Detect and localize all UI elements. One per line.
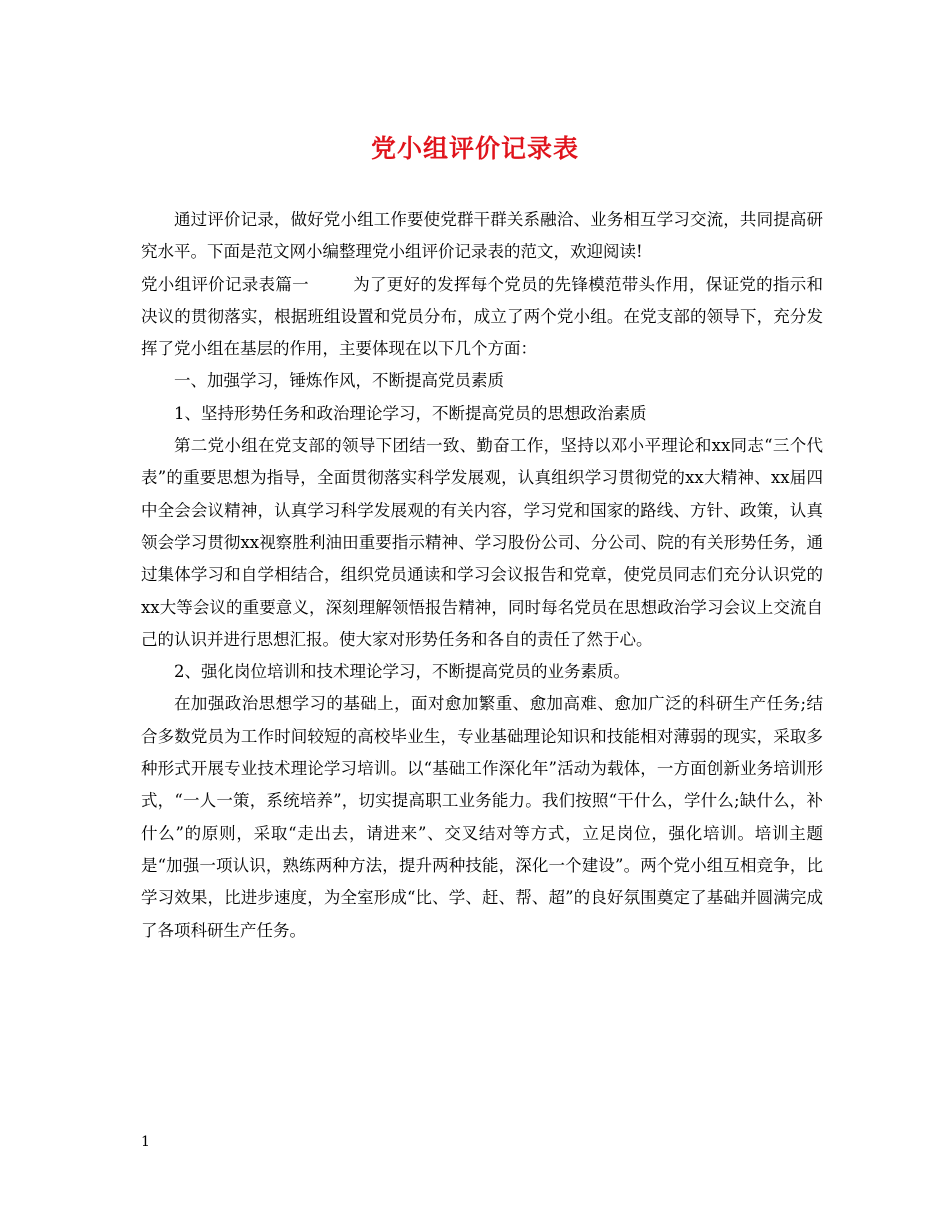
subheading-2: 2、强化岗位培训和技术理论学习，不断提高党员的业务素质。	[174, 662, 630, 682]
section-paragraph	[141, 269, 823, 366]
document-title: 党小组评价记录表	[370, 134, 579, 163]
subheading-1: 1、坚持形势任务和政治理论学习，不断提高党员的思想政治素质	[174, 403, 647, 423]
document-body	[141, 204, 823, 947]
heading-1: 一、加强学习，锤炼作风，不断提高党员素质	[174, 371, 504, 391]
page-number: 1	[141, 1134, 150, 1150]
intro-paragraph: 通过评价记录，做好党小组工作要使党群干群关系融洽、业务相互学习交流，共同提高研究水平。下面是范文网小编整理党小组评价记录表的范文，欢迎阅读!	[141, 210, 823, 262]
section-label: 党小组评价记录表篇一	[141, 274, 309, 294]
section-text: 为了更好的发挥每个党员的先锋模范带头作用，保证党的指示和决议的贯彻落实，根据班组设置和党员分布，成立了两个党小组。在党支部的领导下，充分发挥了党小组在基层的作用，主要体现在以下几个方面：	[141, 274, 824, 359]
paragraph-2: 在加强政治思想学习的基础上，面对愈加繁重、愈加高难、愈加广泛的科研生产任务;结合多数党员为工作时间较短的高校毕业生，专业基础理论知识和技能相对薄弱的现实，采取多种形式开展专业技术理论学习培训。以“基础工作深化年”活动为载体，一方面创新业务培训形式，“一人一策，系统培养”，切实提高职工业务能力。我们按照“干什么，学什么;缺什么，补什么”的原则，采取“走出去，请进来”、交叉结对等方式，立足岗位，强化培训。培训主题是“加强一项认识，熟练两种方法，提升两种技能，深化一个建设”。两个党小组互相竞争，比学习效果，比进步速度，为全室形成“比、学、赶、帮、超”的良好氛围奠定了基础并圆满完成了各项科研生产任务。	[141, 694, 823, 940]
paragraph-1: 第二党小组在党支部的领导下团结一致、勤奋工作，坚持以邓小平理论和xx同志“三个代表”的重要思想为指导，全面贯彻落实科学发展观，认真组织学习贯彻党的xx大精神、xx届四中全会会议精神，认真学习科学发展观的有关内容，学习党和国家的路线、方针、政策，认真领会学习贯彻xx视察胜利油田重要指示精神、学习股份公司、分公司、院的有关形势任务，通过集体学习和自学相结合，组织党员通读和学习会议报告和党章，使党员同志们充分认识党的xx大等会议的重要意义，深刻理解领悟报告精神，同时每名党员在思想政治学习会议上交流自己的认识并进行思想汇报。使大家对形势任务和各自的责任了然于心。	[141, 436, 823, 649]
